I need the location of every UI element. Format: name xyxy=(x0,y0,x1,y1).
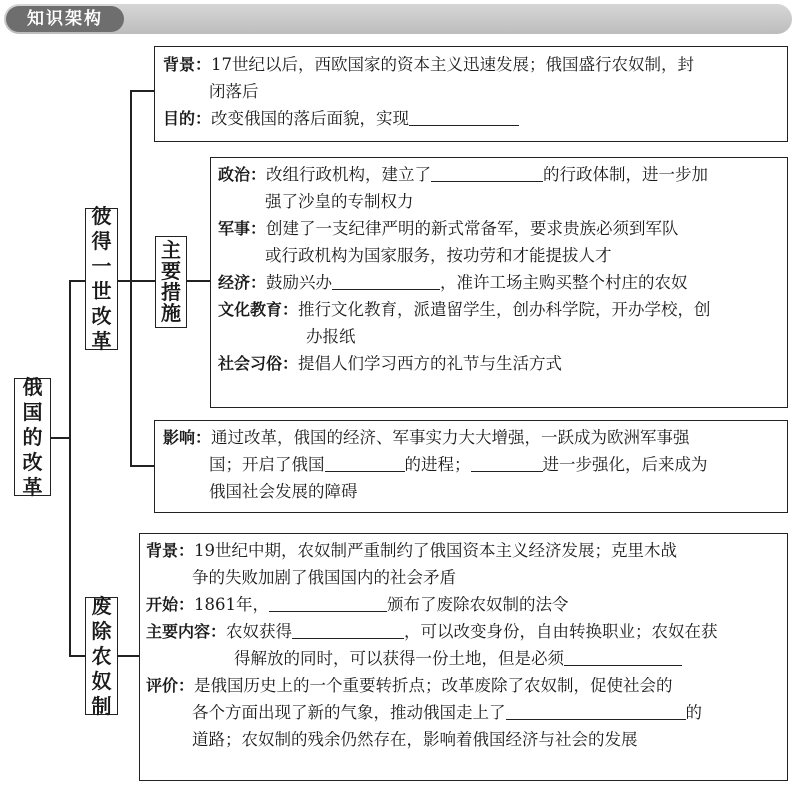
culture-label: 文化教育： xyxy=(218,300,299,319)
evaluation-blank xyxy=(506,701,686,720)
measures-char: 要 xyxy=(161,259,181,283)
culture-text-cont: 办报纸 xyxy=(306,327,356,346)
impact-blank-1 xyxy=(325,453,405,472)
purpose-label: 目的： xyxy=(163,109,212,128)
economy-blank xyxy=(332,271,440,290)
connector xyxy=(69,655,85,657)
root-char: 革 xyxy=(22,474,43,499)
serfdom-char: 奴 xyxy=(91,668,112,693)
connector xyxy=(69,280,85,282)
custom-label: 社会习俗： xyxy=(218,354,299,373)
serfdom-char: 制 xyxy=(91,693,112,718)
connector xyxy=(117,280,131,282)
serfdom-char: 废 xyxy=(91,593,112,618)
serfdom-content xyxy=(146,537,784,753)
military-text: 创建了一支纪律严明的新式常备军，要求贵族必须到军队 xyxy=(266,219,679,238)
connector xyxy=(130,90,154,92)
content-text-b: ，可以改变身份，自由转换职业；农奴在获 xyxy=(404,622,718,641)
serfdom-abolition-node xyxy=(85,593,118,718)
root-node xyxy=(14,374,51,499)
background-text-cont: 闭落后 xyxy=(209,82,259,101)
peter-background-content xyxy=(163,51,783,132)
economy-label: 经济： xyxy=(218,273,267,292)
peter-char: 彼 xyxy=(91,204,112,228)
politics-blank xyxy=(431,163,543,182)
section-title: 知识架构 xyxy=(6,6,124,32)
root-char: 俄 xyxy=(22,374,43,399)
connector xyxy=(117,655,139,657)
root-char: 国 xyxy=(22,399,43,424)
evaluation-label: 评价： xyxy=(146,676,195,695)
impact-text: 通过改革，俄国的经济、军事实力大大增强，一跃成为欧洲军事强 xyxy=(211,428,690,447)
politics-label: 政治： xyxy=(218,165,267,184)
start-text-b: 颁布了废除农奴制的法令 xyxy=(387,595,569,614)
impact-text-cont: 进一步强化，后来成为 xyxy=(542,455,708,474)
connector xyxy=(130,280,155,282)
evaluation-text-cont: 道路；农奴制的残余仍然存在，影响着俄国经济与社会的发展 xyxy=(192,730,638,749)
peter-reform-node xyxy=(85,204,118,353)
content-blank-2 xyxy=(564,647,682,666)
politics-text: 改组行政机构，建立了 xyxy=(266,165,432,184)
evaluation-text: 是俄国历史上的一个重要转折点；改革废除了农奴制，促使社会的 xyxy=(194,676,673,695)
measures-char: 主 xyxy=(161,238,181,262)
connector xyxy=(186,280,210,282)
serf-background-text: 19世纪中期，农奴制严重制约了俄国资本主义经济发展；克里木战 xyxy=(194,541,678,560)
impact-label: 影响： xyxy=(163,428,212,447)
evaluation-text-cont: 的 xyxy=(685,703,702,722)
root-char: 改 xyxy=(22,449,43,474)
serf-background-label: 背景： xyxy=(146,541,195,560)
start-label: 开始： xyxy=(146,595,195,614)
peter-char: 改 xyxy=(91,304,112,328)
serf-background-cont: 争的失败加剧了俄国国内的社会矛盾 xyxy=(192,568,456,587)
economy-text-b: ，准许工场主购买整个村庄的农奴 xyxy=(440,273,688,292)
start-text: 1861年， xyxy=(194,595,270,614)
politics-text-b: 的行政体制，进一步加 xyxy=(543,165,709,184)
serfdom-char: 除 xyxy=(91,618,112,643)
impact-text-cont: 的进程； xyxy=(404,455,471,474)
connector xyxy=(130,465,154,467)
evaluation-text-cont: 各个方面出现了新的气象，推动俄国走上了 xyxy=(192,703,506,722)
economy-text: 鼓励兴办 xyxy=(266,273,333,292)
background-text: 17世纪以后，西欧国家的资本主义迅速发展；俄国盛行农奴制，封 xyxy=(211,55,695,74)
impact-text-cont: 国；开启了俄国 xyxy=(209,455,325,474)
start-blank xyxy=(269,593,387,612)
military-label: 军事： xyxy=(218,219,267,238)
connector xyxy=(130,90,132,465)
culture-text: 推行文化教育，派遣留学生，创办科学院，开办学校，创 xyxy=(298,300,711,319)
content-text-cont: 得解放的同时，可以获得一份土地，但是必须 xyxy=(234,649,564,668)
content-label: 主要内容： xyxy=(146,622,227,641)
military-text-cont: 或行政机构为国家服务，按功劳和才能提拔人才 xyxy=(265,246,612,265)
connector xyxy=(69,280,71,655)
impact-content xyxy=(163,424,783,505)
connector xyxy=(50,437,70,439)
content-text: 农奴获得 xyxy=(226,622,293,641)
politics-text-cont: 强了沙皇的专制权力 xyxy=(265,192,414,211)
serfdom-char: 农 xyxy=(91,643,112,668)
peter-char: 革 xyxy=(91,329,112,353)
peter-char: 一 xyxy=(91,254,112,278)
measures-content xyxy=(218,161,784,377)
background-label: 背景： xyxy=(163,55,212,74)
custom-text: 提倡人们学习西方的礼节与生活方式 xyxy=(298,354,563,373)
root-char: 的 xyxy=(22,424,43,449)
content-blank-1 xyxy=(292,620,404,639)
measures-char: 施 xyxy=(161,301,181,325)
measures-node xyxy=(155,236,187,328)
peter-char: 世 xyxy=(91,279,112,303)
impact-blank-2 xyxy=(471,453,543,472)
purpose-text: 改变俄国的落后面貌，实现 xyxy=(211,109,410,128)
purpose-blank xyxy=(409,107,519,126)
peter-char: 得 xyxy=(91,229,112,253)
measures-char: 措 xyxy=(161,280,181,304)
impact-text-cont: 俄国社会发展的障碍 xyxy=(209,482,358,501)
